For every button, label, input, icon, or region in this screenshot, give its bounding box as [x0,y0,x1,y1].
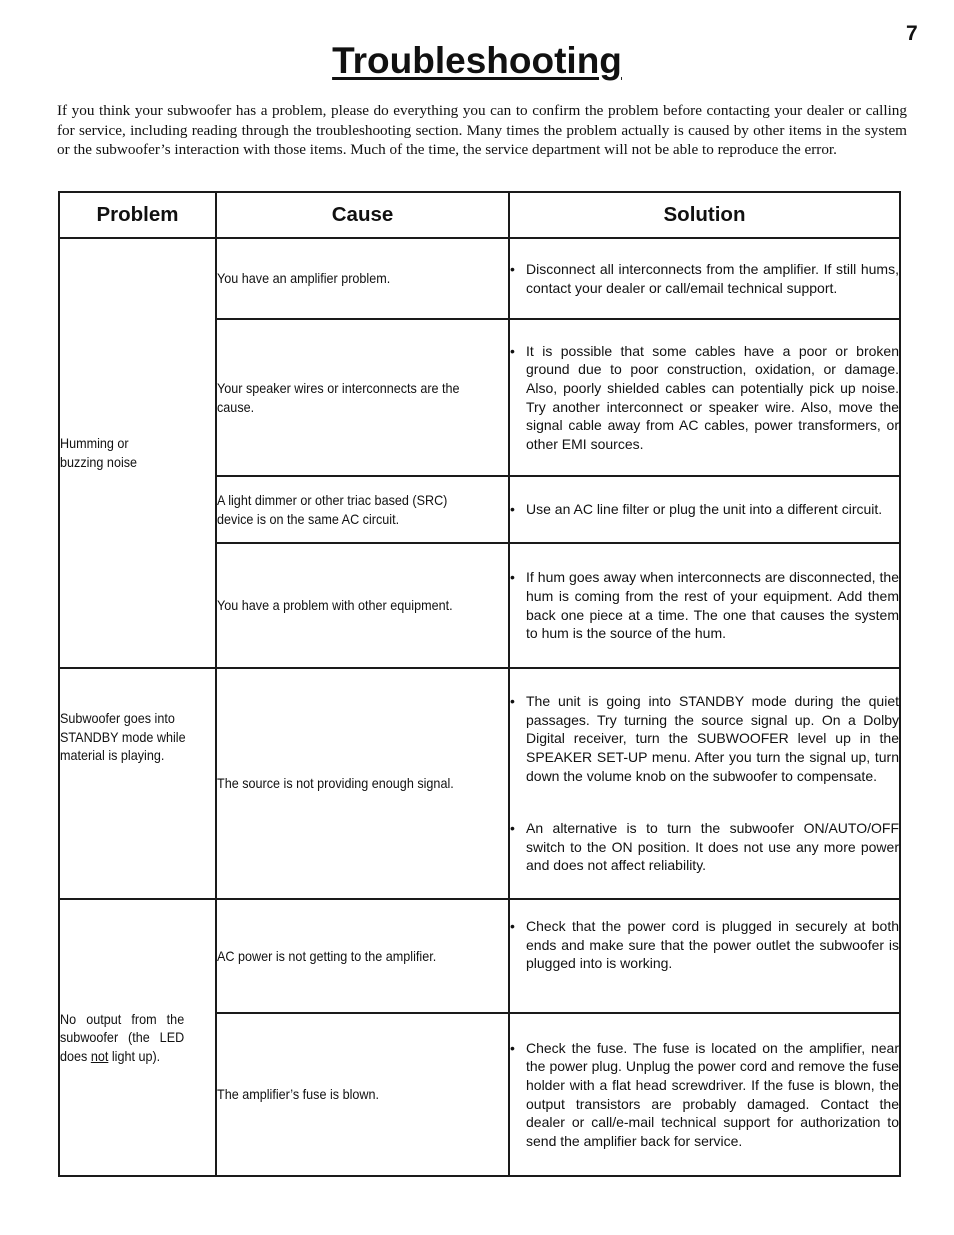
solution-text: It is possible that some cables have a poor or broken ground due to poor construction, oxidation, or damage. Also, poorly shielded cables can potentially pick up noise. Try another interconnect or speaker wire. Also, move the signal cable away from AC cables, power transformers, or other EMI sources. [526,342,899,452]
bullet-icon: • [510,569,515,586]
page-title: Troubleshooting [332,40,622,81]
bullet-icon: • [510,1039,515,1056]
solution-cell [509,476,900,543]
solution-bullet [510,568,899,642]
cause-cell [216,476,509,543]
cause-text: You have an amplifier problem. [217,270,391,287]
solution-text: If hum goes away when interconnects are disconnected, the hum is coming from the rest of your equipment. Add them back one piece at a time. The one that causes the system to hum is the source of the hum. [526,569,899,642]
solution-text: Use an AC line filter or plug the unit into a different circuit. [526,501,883,518]
table-header-row [59,192,900,238]
header-solution: Solution [509,192,900,238]
header-problem: Problem [59,192,216,238]
emphasis-not: not [90,1047,109,1064]
cause-cell [216,319,509,476]
solution-bullet [510,342,899,454]
header-cause: Cause [216,192,509,238]
solution-cell [509,899,900,1013]
solution-cell [509,1013,900,1176]
cause-text: The source is not providing enough signal. [217,775,454,792]
cause-cell [216,668,509,899]
page-number: 7 [906,22,918,45]
solution-bullet [510,917,899,973]
solution-bullet [510,692,899,785]
cause-text: A light dimmer or other triac based (SRC) device is on the same AC circuit. [217,491,448,527]
table-row [59,899,900,1013]
solution-bullet [510,819,899,875]
troubleshooting-table [58,191,901,1177]
bullet-icon: • [510,501,515,518]
solution-text: An alternative is to turn the subwoofer ON/AUTO/OFF switch to the ON position. It does not use any more power and does not affect reliability. [526,820,899,874]
problem-cell [59,668,216,899]
problem-cell [59,238,216,668]
problem-text: Humming or buzzing noise [60,435,138,470]
solution-text: Disconnect all interconnects from the amplifier. If still hums, contact your dealer or call/email technical support. [526,260,899,296]
solution-text: Check that the power cord is plugged in securely at both ends and make sure that the power outlet the subwoofer is plugged into is working. [526,918,899,972]
problem-cell [59,899,216,1176]
bullet-icon: • [510,693,515,710]
table-row [59,238,900,319]
cause-cell [216,899,509,1013]
solution-cell [509,543,900,668]
problem-text: Subwoofer goes into STANDBY mode while material is playing. [60,710,186,764]
cause-cell [216,543,509,668]
cause-text: Your speaker wires or interconnects are the cause. [217,379,460,415]
solution-bullet [510,260,899,297]
solution-text: Check the fuse. The fuse is located on the amplifier, near the power plug. Unplug the power cord and remove the fuse holder with a flat head screwdriver. If the fuse is blown, the output transistors are probably damaged. Contact the dealer or call/e-mail technical support for authorization to send the amplifier back for service. [526,1039,899,1149]
solution-cell [509,238,900,319]
cause-text: The amplifier’s fuse is blown. [217,1086,380,1103]
cause-cell [216,238,509,319]
solution-cell [509,668,900,899]
cause-text: AC power is not getting to the amplifier. [217,947,437,964]
bullet-icon: • [510,820,515,837]
solution-cell [509,319,900,476]
solution-bullet [510,1039,899,1151]
bullet-icon: • [510,918,515,934]
cause-cell [216,1013,509,1176]
solution-text: The unit is going into STANDBY mode during the quiet passages. Try turning the source signal up. On a Dolby Digital receiver, turn the SUBWOOFER level up in the SPEAKER SET-UP menu. After you turn the signal up, turn down the volume knob on the subwoofer to compensate. [526,693,899,784]
bullet-icon: • [510,342,515,359]
solution-bullet [510,500,899,519]
problem-text: No output from the subwoofer (the LED does not light up). [60,1010,185,1064]
cause-text: You have a problem with other equipment. [217,597,453,614]
table-row [59,668,900,899]
intro-paragraph: If you think your subwoofer has a problem, please do everything you can to confirm the problem before contacting your dealer or calling for service, including reading through the troubleshooting section. Many times the problem actually is caused by other items in the system or the subwoofer’s interaction with those items. Much of the time, the service department will not be able to reproduce the error. [57,102,907,158]
bullet-icon: • [510,260,515,277]
